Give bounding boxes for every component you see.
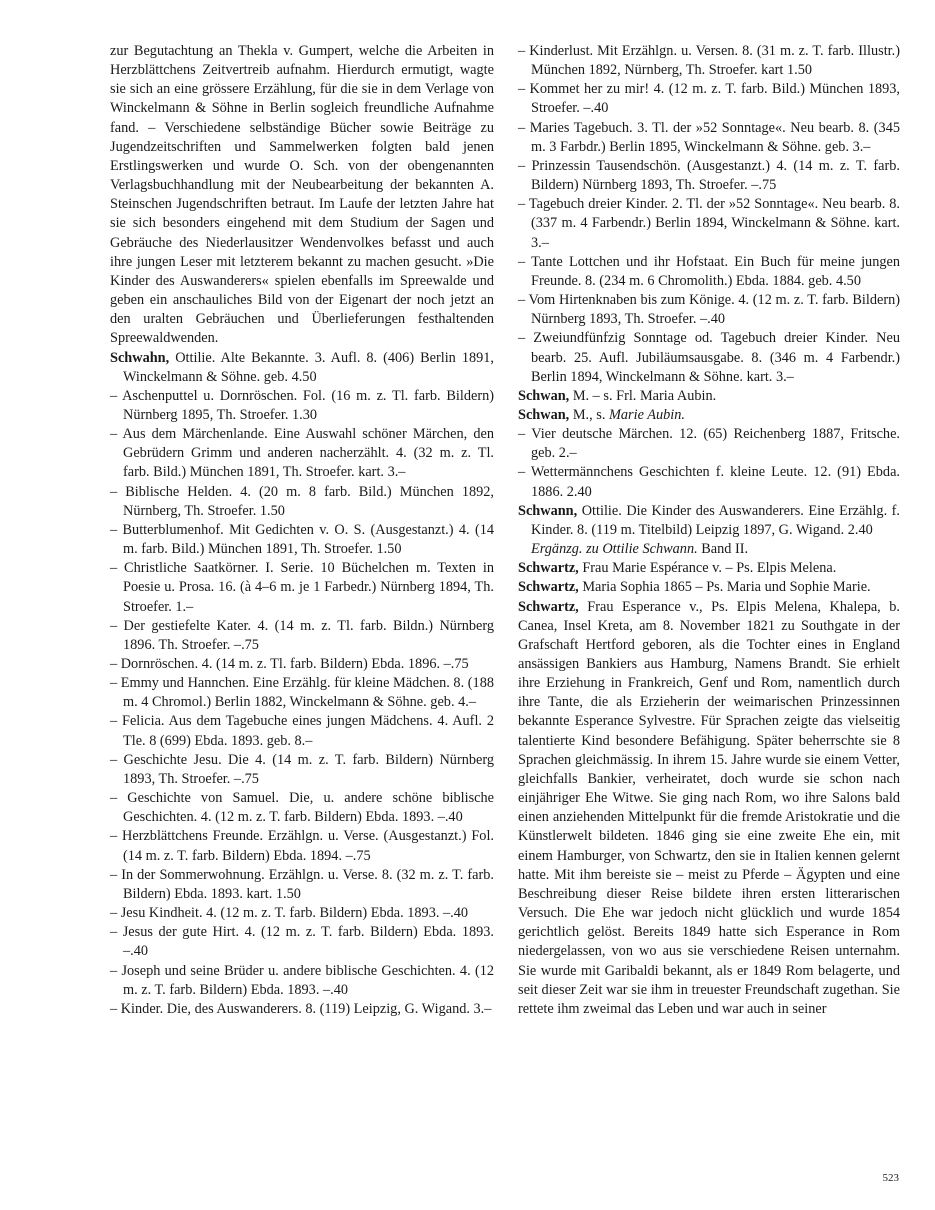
list-item: – Jesu Kindheit. 4. (12 m. z. T. farb. Bildern) Ebda. 1893. –.40 <box>110 905 469 922</box>
list-item: – Kommet her zu mir! 4. (12 m. z. T. farb. Bild.) München 1893, Stroefer. –.40 <box>518 81 900 117</box>
entry-note <box>518 540 900 559</box>
list-item: – Butterblumenhof. Mit Gedichten v. O. S. (Ausgestanzt.) 4. (14 m. farb. Bild.) München 1891, Th. Stroefer. 1.50 <box>110 521 494 558</box>
entry-headword: Schwartz, <box>518 560 579 577</box>
entry-headword: Schwahn, <box>110 349 170 366</box>
entry-text: Ottilie. Alte Bekannte. 3. Aufl. 8. (406) Berlin 1891, Winckelmann & Söhne. geb. 4.50 <box>123 349 494 385</box>
entry-schwartz-1 <box>518 559 900 578</box>
list-item: – Herzblättchens Freunde. Erzählgn. u. Verse. (Ausgestanzt.) Fol. (14 m. z. T. farb. Bildern) Ebda. 1894. –.75 <box>110 828 494 864</box>
list-item: – Zweiundfünfzig Sonntage od. Tagebuch dreier Kinder. Neu bearb. 25. Aufl. Jubiläumsausgabe. 8. (346 m. 4 Farbendr.) Berlin 1894, Winckelmann & Söhne. kart. 3.– <box>518 330 900 385</box>
entry-text: M. – s. Frl. Maria Aubin. <box>569 387 717 404</box>
entry-schwan-2 <box>518 406 900 425</box>
entry-text: Frau Esperance v., Ps. Elpis Melena, Khalepa, b. Canea, Insel Kreta, am 8. November 1821 zu Southgate in der Grafschaft Hertford geboren, als die Tochter eines in England ansässigen Bankiers aus Hamburg, Namens Brandt. Sie erhielt ihre Erziehung in Frankreich, Genf und Rom, namentlich durch ihre Tante, die als Erzieherin der weimarischen Prinzessinnen bekannte Esperance Sylvestre. Für Sprachen zeigte das vielseitig talentierte Kind besondere Befähigung. Später beherrschte sie 8 Sprachen gleichmässig. In ihrem 15. Jahre wurde sie einem Vetter, gleichfalls Bankier, verheiratet, doch wurde sie schon nach einjähriger Ehe Witwe. Sie ging nach Rom, wo ihre Salons bald einen anziehenden Mittelpunkt für die fremde Aristokratie und die Künstlerwelt bildeten. 1846 ging sie eine zweite Ehe ein, mit einem Hamburger, von Schwartz, den sie in Italien kennen gelernt hatte. Mit ihm bereiste sie – meist zu Pferde – Ägypten und eine Beschreibung dieser Reise bildete ihren ersten litterarischen Versuch. Die Ehe war jedoch nicht glücklich und wurde 1854 gerichtlich gelöst. Bereits 1849 hatte sich Esperance in Rom niedergelassen, von wo aus sie verschiedene Reisen unternahm. Sie wurde mit Garibaldi bekannt, als er 1849 Rom belagerte, und seit dieser Zeit war sie ihm in treuester Freundschaft zugethan. Sie rettete ihm zweimal das Leben und war auch in seiner <box>518 598 900 1017</box>
list-item: – Kinderlust. Mit Erzählgn. u. Versen. 8. (31 m. z. T. farb. Illustr.) München 1892, Nürnberg, Th. Stroefer. kart 1.50 <box>518 43 900 79</box>
list-item: – Tagebuch dreier Kinder. 2. Tl. der »52 Sonntage«. Neu bearb. 8. (337 m. 4 Farbendr.) Berlin 1894, Winckelmann & Söhne. kart. 3.– <box>518 196 900 251</box>
list-item: – Aschenputtel u. Dornröschen. Fol. (16 m. z. Tl. farb. Bildern) Nürnberg 1895, Th. Stroefer. 1.30 <box>110 387 494 423</box>
list-item: – Felicia. Aus dem Tagebuche eines jungen Mädchens. 4. Aufl. 2 Tle. 8 (699) Ebda. 1893. geb. 8.– <box>110 713 494 749</box>
list-item: – Geschichte von Samuel. Die, u. andere schöne biblische Geschichten. 4. (12 m. z. T. farb. Bildern) Ebda. 1893. –.40 <box>110 790 494 826</box>
list-item: – Biblische Helden. 4. (20 m. 8 farb. Bild.) München 1892, Nürnberg, Th. Stroefer. 1.50 <box>110 483 494 519</box>
entry-text: Frau Marie Espérance v. – Ps. Elpis Melena. <box>578 560 837 577</box>
entry-schwan-1 <box>518 387 900 406</box>
list-item: – Christliche Saatkörner. I. Serie. 10 Büchelchen m. Texten in Poesie u. Prosa. 16. (à 4–6 m. je 1 Farbedr.) Nürnberg 1894, Th. Stroefer. 1.– <box>110 560 494 615</box>
continued-biography-paragraph: zur Begutachtung an Thekla v. Gumpert, welche die Arbeiten in Herzblättchens Zeitvertreib aufnahm. Hierdurch ermutigt, wagte sie sich an eine grössere Erzählung, für die sie in dem Verlage von Winckelmann & Söhne in Berlin sogleich freundliche Aufnahme fand. – Verschiedene selbständige Bücher sowie Beiträge zu Jugendzeitschriften und Sammelwerken folgten bald jenen Erstlingswerken und wurde O. Sch. von der obengenannten Verlagsbuchhandlung mit der Neubearbeitung der bekannten A. Steinschen Jugendschriften betraut. Im Laufe der letzten Jahre hat sie sich besonders eingehend mit dem Studium der Sagen und Gebräuche des Niederlausitzer Wendenvolkes befasst und auch ihre jungen Leser mit letzterem bekannt zu machen gesucht. »Die Kinder des Auswanderers« spielen ebenfalls im Spreewalde und geben ein anschauliches Bild von der Eigenart der noch jetzt an den uralten Gebräuchen und Überlieferungen festhaltenden Spreewaldwenden. <box>110 43 494 347</box>
entry-schwann <box>518 502 900 540</box>
list-item: – In der Sommerwohnung. Erzählgn. u. Verse. 8. (32 m. z. T. farb. Bildern) Ebda. 1893. kart. 1.50 <box>110 866 494 902</box>
list-item: – Kinder. Die, des Auswanderers. 8. (119) Leipzig, G. Wigand. 3.– <box>110 1000 492 1017</box>
entry-note-text: Band II. <box>697 541 749 558</box>
list-item: – Vom Hirtenknaben bis zum Könige. 4. (12 m. z. T. farb. Bildern) Nürnberg 1893, Th. Stroefer. –.40 <box>518 292 900 328</box>
page-number: 523 <box>882 1172 899 1184</box>
entry-note-italic: Ergänzg. zu Ottilie Schwann. <box>531 541 698 558</box>
list-item: – Jesus der gute Hirt. 4. (12 m. z. T. farb. Bildern) Ebda. 1893. –.40 <box>110 924 494 960</box>
entry-headword: Schwann, <box>518 502 578 519</box>
list-item: – Prinzessin Tausendschön. (Ausgestanzt.) 4. (14 m. z. T. farb. Bildern) Nürnberg 1893, Th. Stroefer. –.75 <box>518 157 900 194</box>
list-item: – Emmy und Hannchen. Eine Erzählg. für kleine Mädchen. 8. (188 m. 4 Chromol.) Berlin 1882, Winckelmann & Söhne. geb. 4.– <box>110 675 494 711</box>
list-item: – Der gestiefelte Kater. 4. (14 m. z. Tl. farb. Bildn.) Nürnberg 1896. Th. Stroefer. –.75 <box>110 617 494 653</box>
entry-schwartz-3 <box>518 598 900 1019</box>
entry-text: Maria Sophia 1865 – Ps. Maria und Sophie Marie. <box>578 579 871 596</box>
entry-text: Ottilie. Die Kinder des Auswanderers. Eine Erzählg. f. Kinder. 8. (119 m. Titelbild) Leipzig 1897, G. Wigand. 2.40 <box>531 502 900 538</box>
list-item: – Wettermännchens Geschichten f. kleine Leute. 12. (91) Ebda. 1886. 2.40 <box>518 464 900 500</box>
list-item: – Maries Tagebuch. 3. Tl. der »52 Sonntage«. Neu bearb. 8. (345 m. 3 Farbdr.) Berlin 1895, Winckelmann & Söhne. geb. 3.– <box>518 119 900 155</box>
list-item: – Joseph und seine Brüder u. andere biblische Geschichten. 4. (12 m. z. T. farb. Bildern) Ebda. 1893. –.40 <box>110 962 494 998</box>
right-column <box>518 42 900 1019</box>
list-item: – Vier deutsche Märchen. 12. (65) Reichenberg 1887, Fritsche. geb. 2.– <box>518 426 900 462</box>
entry-schwartz-2 <box>518 578 900 597</box>
list-item: – Aus dem Märchenlande. Eine Auswahl schöner Märchen, den Gebrüdern Grimm und anderen nacherzählt. 4. (32 m. z. Tl. farb. Bild.) München 1891, Th. Stroefer. kart. 3.– <box>110 426 494 481</box>
entry-schwahn <box>110 349 494 387</box>
entry-headword: Schwartz, <box>518 579 579 596</box>
list-item: – Dornröschen. 4. (14 m. z. Tl. farb. Bildern) Ebda. 1896. –.75 <box>110 656 469 672</box>
entry-headword: Schwan, <box>518 406 570 423</box>
entry-crossref: Marie Aubin. <box>608 406 685 423</box>
entry-headword: Schwartz, <box>518 598 579 615</box>
list-item: – Geschichte Jesu. Die 4. (14 m. z. T. farb. Bildern) Nürnberg 1893, Th. Stroefer. –.75 <box>110 751 494 787</box>
entry-headword: Schwan, <box>518 387 570 404</box>
list-item: – Tante Lottchen und ihr Hofstaat. Ein Buch für meine jungen Freunde. 8. (234 m. 6 Chromolith.) Ebda. 1884. geb. 4.50 <box>518 253 900 289</box>
left-column <box>110 42 494 1019</box>
entry-text: M., s. <box>569 406 609 423</box>
